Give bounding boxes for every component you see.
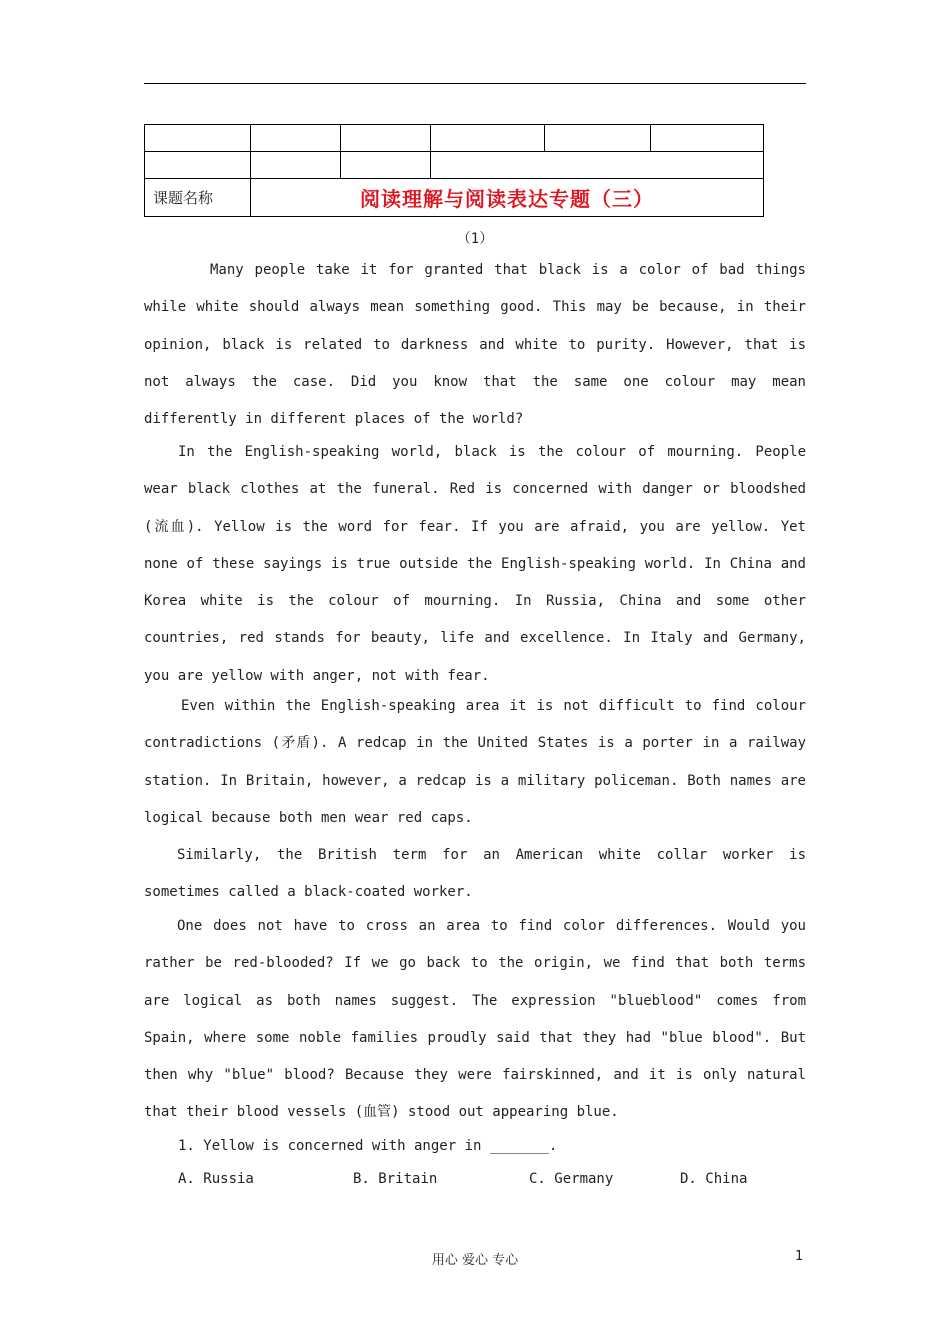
table-cell [341, 152, 431, 179]
table-row [145, 125, 764, 152]
page-number: 1 [795, 1249, 804, 1264]
table-cell [651, 125, 764, 152]
course-title: 阅读理解与阅读表达专题（三） [251, 179, 764, 217]
question-1: 1. Yellow is concerned with anger in _______. [178, 1138, 558, 1154]
table-row [145, 179, 764, 217]
section-number: （1） [456, 231, 494, 247]
paragraph-1: Many people take it for granted that black is a color of bad things while white should always mean something good. This may be because, in their opinion, black is related to darkness and white to purity. However, that is not always the case. Did you know that the same one colour may mean differently in different places of the world? [144, 262, 815, 428]
option-a: A. Russia [178, 1171, 254, 1187]
option-d: D. China [680, 1171, 748, 1187]
paragraph-2: In the English-speaking world, black is the colour of mourning. People wear black clothes at the funeral. Red is concerned with danger or bloodshed (流血). Yellow is the word for fear. If you are afraid, you are yellow. Yet none of these sayings is true outside the English-speaking world. In China and Korea white is the colour of mourning. In Russia, China and some other countries, red stands for beauty, life and excellence. In Italy and Germany, you are yellow with anger, not with fear. [144, 444, 815, 684]
paragraph-3: Even within the English-speaking area it is not difficult to find colour contradictions (矛盾). A redcap in the United States is a porter in a railway station. In Britain, however, a redcap is a military policeman. Both names are logical because both men wear red caps. [144, 698, 815, 826]
option-b: B. Britain [353, 1171, 438, 1187]
table-row [145, 152, 764, 179]
course-info-table [144, 124, 764, 217]
course-name-label: 课题名称 [145, 179, 251, 217]
table-cell [431, 152, 764, 179]
table-cell [251, 152, 341, 179]
option-c: C. Germany [529, 1171, 614, 1187]
table-cell [251, 125, 341, 152]
table-cell [145, 152, 251, 179]
table-cell [341, 125, 431, 152]
paragraph-4: Similarly, the British term for an American white collar worker is sometimes called a black-coated worker. [144, 847, 815, 901]
footer-motto: 用心 爱心 专心 [431, 1253, 519, 1268]
table-cell [431, 125, 545, 152]
paragraph-5: One does not have to cross an area to find color differences. Would you rather be red-blooded? If we go back to the origin, we find that both terms are logical as both names suggest. The expression "blueblood" comes from Spain, where some noble families proudly said that they had "blue blood". But then why "blue" blood? Because they were fairskinned, and it is only natural that their blood vessels (血管) stood out appearing blue. [144, 918, 815, 1121]
table-cell [545, 125, 651, 152]
header-rule [144, 83, 806, 84]
table-cell [145, 125, 251, 152]
